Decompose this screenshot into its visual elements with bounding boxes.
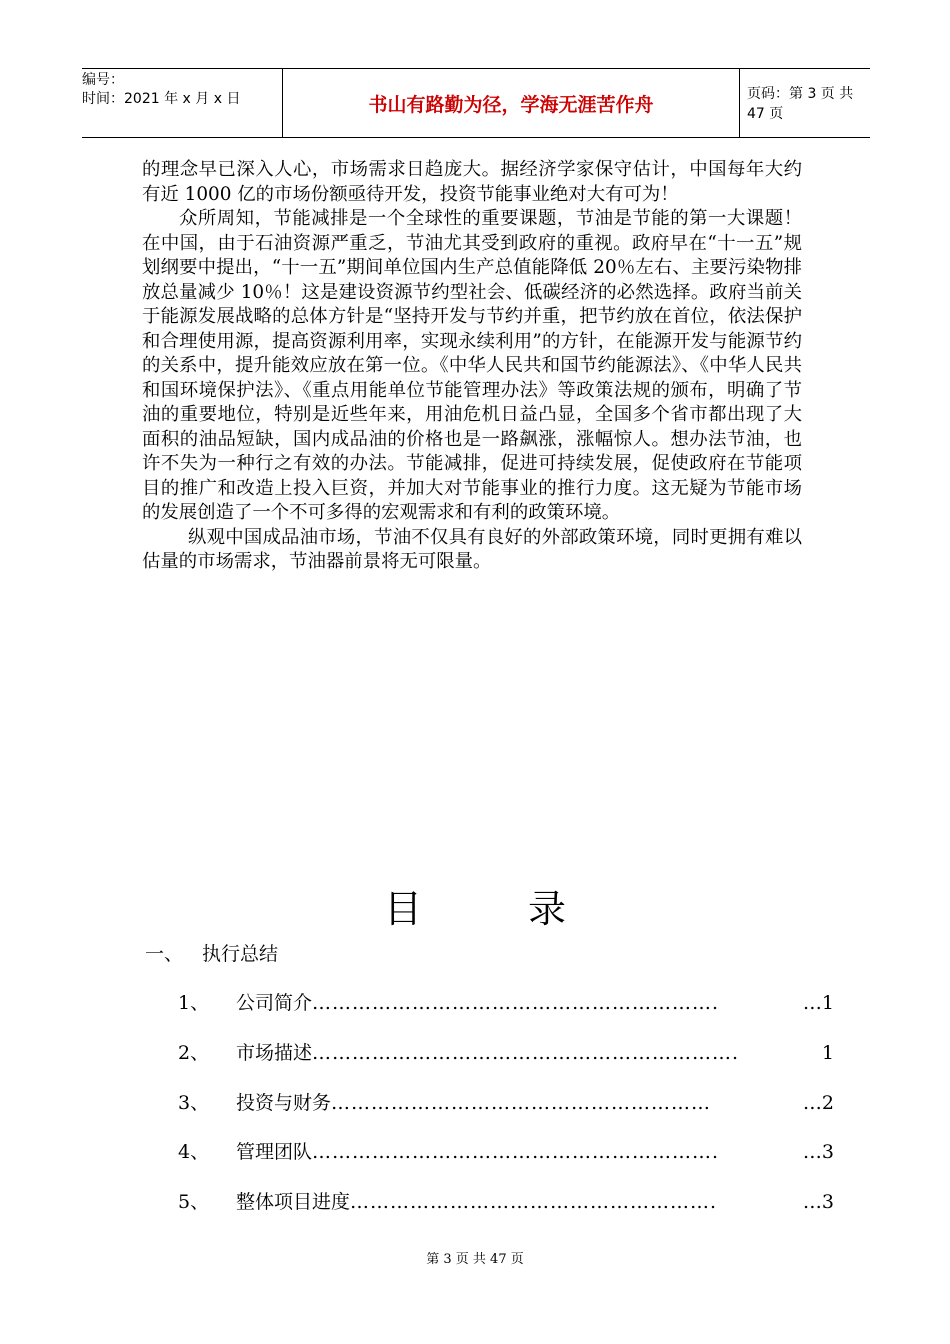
number-label: 编号： (82, 72, 124, 88)
toc-leader-dots: ………………………………………………… (331, 1092, 712, 1114)
page-footer: 第 3 页 共 47 页 (426, 1252, 524, 1267)
toc-leader-dots: ………………………………………………. (350, 1191, 718, 1213)
toc-item-number: 5、 (178, 1191, 210, 1213)
toc-item-label: 市场描述 (236, 1042, 313, 1064)
motto: 书山有路勤为径，学海无涯苦作舟 (282, 69, 740, 137)
toc-item[interactable] (178, 1187, 834, 1213)
toc-title: 目录 (383, 887, 672, 931)
paragraph: 众所周知，节能减排是一个全球性的重要课题，节油是节能的第一大课题！在中国，由于石油资源严重乏，节油尤其受到政府的重视。政府早在“十一五”规划纲要中提出，“十一五”期间单位国内生产总值能降低 20％左右、主要污染物排放总量减少 10％！这是建设资源节约型社会、低碳经济的必然选择。政府当前关于能源发展战略的总体方针是“坚持开发与节约并重，把节约放在首位，依法保护和合理使用源，提高资源利用率，实现永续利用”的方针，在能源开发与能源节约的关系中，提升能效应放在第一位。《中华人民共和国节约能源法》、《中华人民共和国环境保护法》、《重点用能单位节能管理办法》等政策法规的颁布，明确了节油的重要地位，特别是近些年来，用油危机日益凸显，全国多个省市都出现了大面积的油品短缺，国内成品油的价格也是一路飙涨，涨幅惊人。想办法节油，也许不失为一种行之有效的办法。节能减排，促进可持续发展，促使政府在节能项目的推广和改造上投入巨资，并加大对节能事业的推行力度。这无疑为节能市场的发展创造了一个不可多得的宏观需求和有利的政策环境。 (142, 208, 802, 523)
toc-leader-dots: ……………………………………………………. (312, 992, 720, 1014)
toc-item[interactable] (178, 1038, 834, 1064)
toc-item-label: 公司简介 (236, 992, 313, 1014)
toc-leader-dots: ……………………………………………………. (312, 1141, 720, 1163)
document-body (142, 158, 802, 575)
header-left-cell (82, 69, 282, 137)
toc-item-page: …3 (802, 1191, 834, 1213)
paragraph: 的理念早已深入人心，市场需求日趋庞大。据经济学家保守估计，中国每年大约有近 1000 亿的市场份额亟待开发，投资节能事业绝对大有可为！ (142, 159, 802, 205)
header-table (82, 68, 870, 138)
toc-item-number: 1、 (178, 992, 210, 1014)
toc-section-number: 一、 (145, 943, 184, 965)
toc-item[interactable] (178, 1088, 834, 1114)
toc-item-label: 管理团队 (236, 1141, 313, 1163)
toc-item-number: 2、 (178, 1042, 210, 1064)
toc-item[interactable] (178, 988, 834, 1014)
date-label: 时间：2021 年 x 月 x 日 (82, 91, 241, 107)
toc-section (145, 939, 278, 966)
toc-item-label: 投资与财务 (236, 1092, 332, 1114)
toc-item-page: …1 (802, 992, 834, 1014)
toc-item-label: 整体项目进度 (236, 1191, 351, 1213)
toc-item[interactable] (178, 1137, 834, 1163)
toc-section-label: 执行总结 (202, 943, 279, 965)
toc-leader-dots: ………………………………………………………. (312, 1042, 740, 1064)
toc-item-number: 4、 (178, 1141, 210, 1163)
paragraph: 纵观中国成品油市场，节油不仅具有良好的外部政策环境，同时更拥有难以估量的市场需求，节油器前景将无可限量。 (142, 526, 802, 572)
page-label: 页码：第 3 页 共 47 页 (747, 86, 854, 122)
toc-item-page: 1 (821, 1042, 834, 1064)
toc-item-page: …3 (802, 1141, 834, 1163)
toc-item-number: 3、 (178, 1092, 210, 1114)
toc-item-page: …2 (802, 1092, 834, 1114)
